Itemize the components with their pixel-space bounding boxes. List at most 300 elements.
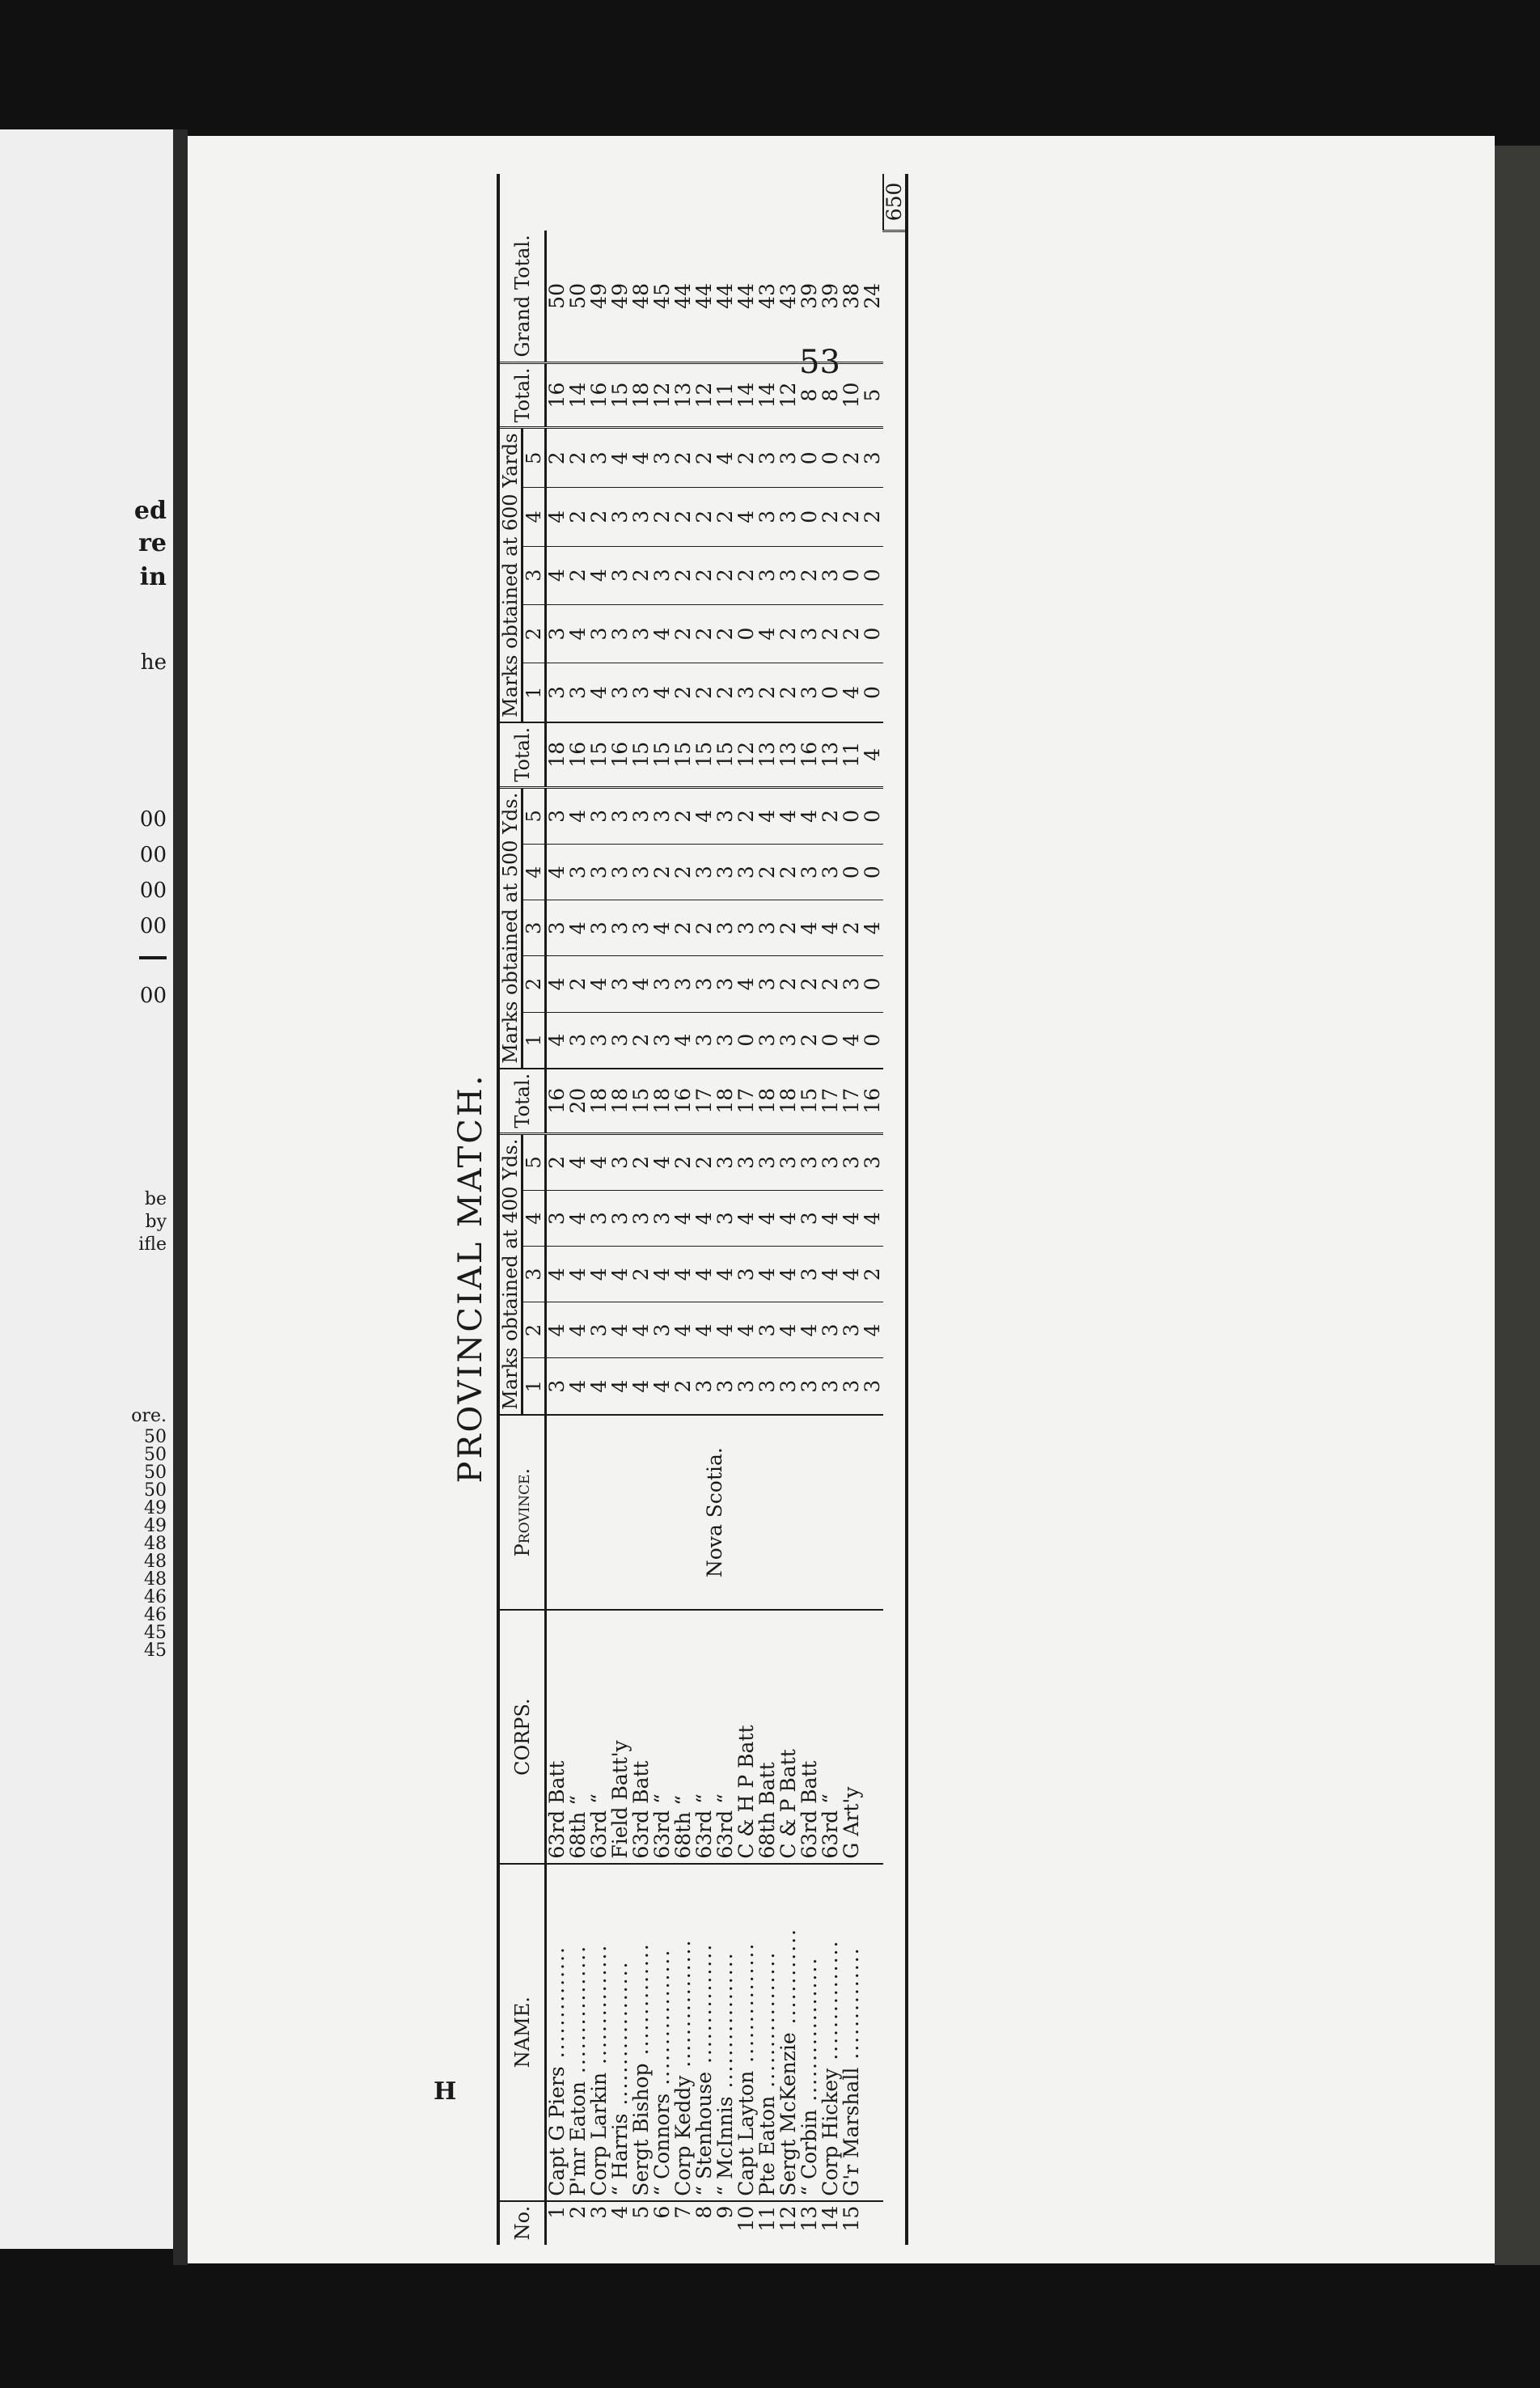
shot-score: 4 [841, 1247, 862, 1302]
range-total: 11 [715, 362, 736, 428]
left-page-amount: 00 [139, 879, 167, 903]
shot-score: 4 [631, 956, 652, 1012]
table-row [799, 174, 820, 2245]
shot-score: 2 [778, 663, 799, 722]
shot-score: 2 [799, 546, 820, 604]
competitor-name-text: Corp Larkin [587, 2072, 611, 2196]
shot-score: 3 [841, 1302, 862, 1358]
row-number: 15 [840, 2205, 863, 2232]
competitor-name [694, 1864, 715, 2201]
shot-score: 3 [715, 1133, 736, 1190]
range-total: 17 [841, 1069, 862, 1133]
competitor-name-text: “ Harris [608, 2113, 632, 2196]
header-province: Province. [500, 1415, 546, 1611]
shot-score: 2 [694, 604, 715, 663]
grand-total: 45 [652, 231, 673, 362]
shot-score: 3 [589, 428, 610, 488]
shot-score: 0 [862, 956, 883, 1012]
grand-total: 49 [589, 231, 610, 362]
shot-score: 3 [820, 1358, 841, 1415]
competitor-name-text: “ Connors [650, 2093, 674, 2196]
competitor-corps: C & P Batt [778, 1611, 799, 1864]
left-page-amount: 00 [139, 807, 167, 832]
shot-score: 0 [841, 845, 862, 900]
left-page-score: 50 [144, 1427, 167, 1447]
shot-score: 3 [799, 845, 820, 900]
left-page-score: 46 [144, 1587, 167, 1607]
header-corps: CORPS. [500, 1611, 546, 1864]
left-page-score: 45 [144, 1623, 167, 1643]
left-page-score: 50 [144, 1463, 167, 1483]
shot-score: 3 [546, 604, 569, 663]
shot-score: 2 [694, 900, 715, 956]
book-edge [1495, 146, 1540, 2265]
shot-score: 2 [631, 546, 652, 604]
shot-score: 2 [546, 428, 569, 488]
shot-score: 2 [673, 845, 694, 900]
shot-score: 4 [546, 1302, 569, 1358]
row-number: 10 [734, 2205, 758, 2232]
shot-score: 3 [568, 663, 589, 722]
competitor-name-text: Sergt Bishop [629, 2063, 653, 2196]
shot-score: 4 [546, 1012, 569, 1069]
left-page-score: 48 [144, 1534, 167, 1554]
shot-score: 3 [757, 1302, 778, 1358]
shot-score: 3 [736, 845, 757, 900]
shot-score: 3 [631, 663, 652, 722]
sum-row [883, 174, 905, 2245]
range-total: 15 [673, 722, 694, 787]
competitor-name [715, 1864, 736, 2201]
shot-score: 3 [799, 663, 820, 722]
shot-score: 4 [589, 956, 610, 1012]
table-title: PROVINCIAL MATCH. [452, 1073, 489, 1484]
grand-total: 39 [820, 231, 841, 362]
shot-score: 2 [673, 663, 694, 722]
shot-score: 4 [736, 1191, 757, 1247]
leader-dots: ............... [692, 1942, 716, 2072]
shot-score: 2 [694, 1133, 715, 1190]
leader-dots: ................. [755, 1950, 779, 2096]
shot-score: 3 [799, 1133, 820, 1190]
range-total: 8 [799, 362, 820, 428]
competitor-name [589, 1864, 610, 2201]
grand-total: 44 [736, 231, 757, 362]
shot-score: 2 [715, 604, 736, 663]
shot-score: 4 [694, 1302, 715, 1358]
competitor-name-text: G'r Marshall [840, 2067, 863, 2196]
left-page-score: 45 [144, 1641, 167, 1661]
shot-score: 4 [673, 1012, 694, 1069]
competitor-name-text: P'mr Eaton [566, 2081, 590, 2196]
range-total: 12 [736, 722, 757, 787]
shot-score: 3 [568, 845, 589, 900]
left-page-score: 48 [144, 1552, 167, 1572]
range-total: 13 [820, 722, 841, 787]
shot-score: 4 [568, 1247, 589, 1302]
row-number: 3 [587, 2205, 611, 2219]
shot-score: 3 [610, 787, 631, 844]
shot-score: 4 [631, 1302, 652, 1358]
shot-score: 2 [841, 900, 862, 956]
competitor-name [778, 1864, 799, 2201]
left-page-score: 48 [144, 1569, 167, 1590]
shot-score: 2 [568, 956, 589, 1012]
shot-score: 2 [715, 488, 736, 546]
range-total: 8 [820, 362, 841, 428]
leader-dots: .............. [629, 1942, 653, 2064]
leader-dots: ............... [734, 1941, 758, 2071]
shot-score: 4 [694, 787, 715, 844]
left-page-fragment: ed [133, 497, 167, 525]
range-total: 15 [694, 722, 715, 787]
shot-score: 3 [652, 1012, 673, 1069]
shot-score: 4 [820, 1191, 841, 1247]
header-range-500: Marks obtained at 500 Yds. [500, 787, 522, 1069]
shot-score: 4 [546, 1247, 569, 1302]
shot-score: 2 [694, 546, 715, 604]
range-total: 4 [862, 722, 883, 787]
left-page-score: 49 [144, 1516, 167, 1536]
shot-score: 3 [757, 488, 778, 546]
competitor-name [568, 1864, 589, 2201]
shot-number-header: 5 [522, 428, 546, 488]
range-total: 17 [694, 1069, 715, 1133]
shot-score: 0 [841, 546, 862, 604]
shot-score: 4 [673, 1191, 694, 1247]
shot-score: 0 [862, 546, 883, 604]
range-total: 13 [778, 722, 799, 787]
shot-score: 3 [589, 1191, 610, 1247]
shot-score: 3 [757, 900, 778, 956]
left-page-fragment: in [139, 563, 167, 591]
header-total-500: Total. [500, 722, 546, 787]
competitor-corps: 63rd “ [715, 1611, 736, 1864]
shot-score: 2 [673, 787, 694, 844]
range-total: 18 [757, 1069, 778, 1133]
shot-score: 4 [862, 1191, 883, 1247]
shot-score: 4 [757, 604, 778, 663]
shot-score: 3 [610, 546, 631, 604]
shot-score: 0 [862, 663, 883, 722]
shot-score: 2 [778, 845, 799, 900]
shot-score: 4 [589, 1133, 610, 1190]
shot-score: 4 [862, 1302, 883, 1358]
shot-score: 4 [610, 1247, 631, 1302]
shot-score: 2 [631, 1247, 652, 1302]
shot-score: 3 [673, 956, 694, 1012]
left-page-amount: 00 [139, 843, 167, 867]
left-page-fragment: he [140, 650, 167, 675]
competitor-name [736, 1864, 757, 2201]
header-name: NAME. [500, 1864, 546, 2201]
row-number: 12 [776, 2205, 800, 2232]
shot-score: 0 [862, 1012, 883, 1069]
shot-score: 0 [820, 428, 841, 488]
competitor-corps: 63rd “ [589, 1611, 610, 1864]
shot-score: 4 [862, 900, 883, 956]
shot-score: 3 [610, 1191, 631, 1247]
shot-score: 2 [799, 956, 820, 1012]
table-row [757, 174, 778, 2245]
grand-total: 39 [799, 231, 820, 362]
shot-score: 3 [652, 956, 673, 1012]
shot-score: 4 [568, 787, 589, 844]
grand-total: 44 [715, 231, 736, 362]
shot-score: 3 [799, 1247, 820, 1302]
leader-dots: .............. [840, 1946, 863, 2068]
shot-score: 4 [715, 1247, 736, 1302]
shot-score: 4 [568, 1133, 589, 1190]
shot-score: 2 [631, 1133, 652, 1190]
left-page-note: by [145, 1212, 167, 1232]
shot-score: 2 [820, 956, 841, 1012]
shot-score: 4 [589, 1358, 610, 1415]
left-page-score: 46 [144, 1605, 167, 1625]
shot-score: 0 [862, 845, 883, 900]
competitor-corps: G Art'y [841, 1611, 862, 1864]
competitor-corps: 68th Batt [757, 1611, 778, 1864]
shot-score: 3 [778, 1133, 799, 1190]
signature-mark: H [434, 2077, 457, 2106]
shot-score: 3 [546, 1358, 569, 1415]
shot-score: 4 [652, 900, 673, 956]
left-page-note: ifle [138, 1234, 167, 1255]
header-range-600: Marks obtained at 600 Yards [500, 428, 522, 722]
row-number: 7 [671, 2205, 695, 2219]
row-number: 2 [566, 2205, 590, 2219]
shot-score: 3 [757, 1358, 778, 1415]
shot-score: 3 [631, 787, 652, 844]
shot-score: 3 [652, 546, 673, 604]
shot-number-header: 2 [522, 1302, 546, 1358]
range-total: 5 [862, 362, 883, 428]
table-row [589, 174, 610, 2245]
shot-score: 2 [862, 488, 883, 546]
shot-score: 3 [652, 428, 673, 488]
range-total: 15 [631, 722, 652, 787]
shot-score: 2 [799, 1012, 820, 1069]
shot-number-header: 4 [522, 1191, 546, 1247]
table-row [820, 174, 841, 2245]
table-row [546, 174, 569, 2245]
shot-score: 2 [736, 787, 757, 844]
shot-score: 3 [610, 488, 631, 546]
shot-score: 3 [610, 845, 631, 900]
header-grand-total: Grand Total. [500, 231, 546, 362]
shot-score: 3 [652, 1191, 673, 1247]
shot-number-header: 5 [522, 787, 546, 844]
shot-score: 2 [841, 428, 862, 488]
shot-score: 4 [736, 488, 757, 546]
leader-dots: ................ [566, 1944, 590, 2082]
range-total: 17 [736, 1069, 757, 1133]
shot-score: 4 [778, 787, 799, 844]
left-page-fragment: re [138, 529, 167, 557]
row-number: 13 [798, 2205, 821, 2232]
competitor-name-text: “ Stenhouse [692, 2072, 716, 2196]
shot-score: 0 [736, 604, 757, 663]
shot-score: 4 [546, 488, 569, 546]
competitor-name [862, 1864, 883, 2201]
shot-score: 3 [736, 1133, 757, 1190]
shot-number-header: 4 [522, 488, 546, 546]
leader-dots: .............. [545, 1946, 569, 2067]
shot-score: 2 [589, 488, 610, 546]
shot-score: 4 [715, 428, 736, 488]
grand-total: 24 [862, 231, 883, 362]
shot-score: 2 [652, 845, 673, 900]
leader-dots: ................. [713, 1951, 737, 2097]
competitor-corps: C & H P Batt [736, 1611, 757, 1864]
leader-dots: .................. [798, 1956, 821, 2110]
table-row [841, 174, 862, 2245]
shot-score: 4 [652, 663, 673, 722]
shot-score: 3 [546, 787, 569, 844]
shot-score: 4 [820, 1247, 841, 1302]
grand-total-sum: 650 [883, 174, 905, 231]
left-page-amount: 00 [139, 914, 167, 938]
left-page-score: 50 [144, 1480, 167, 1501]
grand-total: 43 [778, 231, 799, 362]
competitor-name-text: Corp Hickey [819, 2068, 842, 2196]
header-total-600: Total. [500, 362, 546, 428]
shot-score: 3 [757, 1133, 778, 1190]
leader-dots: .................. [608, 1960, 632, 2114]
shot-score: 3 [715, 1358, 736, 1415]
shot-score: 2 [631, 1012, 652, 1069]
shot-score: 4 [631, 1358, 652, 1415]
shot-number-header: 5 [522, 1133, 546, 1190]
grand-total: 50 [568, 231, 589, 362]
shot-score: 3 [736, 900, 757, 956]
competitor-name [757, 1864, 778, 2201]
shot-score: 3 [694, 1012, 715, 1069]
shot-number-header: 3 [522, 900, 546, 956]
range-total: 13 [673, 362, 694, 428]
shot-score: 4 [757, 787, 778, 844]
shot-score: 3 [820, 845, 841, 900]
row-number [862, 2201, 883, 2245]
shot-score: 3 [589, 845, 610, 900]
shot-score: 4 [694, 1247, 715, 1302]
shot-score: 3 [610, 1012, 631, 1069]
shot-score: 4 [715, 1302, 736, 1358]
shot-score: 3 [841, 1133, 862, 1190]
shot-score: 3 [631, 900, 652, 956]
shot-score: 3 [778, 428, 799, 488]
competitor-corps: 68th “ [673, 1611, 694, 1864]
shot-score: 3 [715, 845, 736, 900]
shot-score: 4 [546, 845, 569, 900]
shot-number-header: 3 [522, 1247, 546, 1302]
shot-score: 4 [673, 1247, 694, 1302]
shot-score: 2 [715, 663, 736, 722]
shot-score: 4 [799, 900, 820, 956]
grand-total: 38 [841, 231, 862, 362]
shot-score: 4 [568, 604, 589, 663]
shot-score: 4 [589, 546, 610, 604]
left-page-amount-total: 00 [139, 984, 167, 1008]
table-row [631, 174, 652, 2245]
shot-score: 4 [778, 1191, 799, 1247]
competitor-name [652, 1864, 673, 2201]
shot-score: 2 [568, 546, 589, 604]
shot-score: 4 [841, 663, 862, 722]
shot-score: 0 [820, 663, 841, 722]
range-total: 16 [799, 722, 820, 787]
grand-total: 49 [610, 231, 631, 362]
shot-score: 3 [631, 604, 652, 663]
shot-score: 2 [778, 956, 799, 1012]
shot-score: 3 [736, 1247, 757, 1302]
shot-score: 4 [652, 1133, 673, 1190]
shot-score: 3 [694, 1358, 715, 1415]
shot-score: 3 [841, 1358, 862, 1415]
leader-dots: ............... [819, 1939, 842, 2068]
row-number: 1 [545, 2205, 569, 2219]
shot-score: 3 [631, 845, 652, 900]
shot-score: 2 [862, 1247, 883, 1302]
shot-score: 3 [757, 546, 778, 604]
shot-score: 2 [546, 1133, 569, 1190]
shot-score: 3 [778, 1358, 799, 1415]
table-row [568, 174, 589, 2245]
shot-score: 3 [820, 1133, 841, 1190]
shot-score: 4 [799, 787, 820, 844]
shot-score: 3 [652, 787, 673, 844]
range-total: 11 [841, 722, 862, 787]
competitor-name-text: Corp Keddy [671, 2075, 695, 2196]
competitor-name-text: Capt Layton [734, 2070, 758, 2196]
shot-score: 3 [546, 900, 569, 956]
shot-score: 4 [631, 428, 652, 488]
range-total: 15 [610, 362, 631, 428]
shot-number-header: 2 [522, 604, 546, 663]
shot-score: 3 [589, 1302, 610, 1358]
range-total: 18 [631, 362, 652, 428]
shot-score: 3 [778, 1012, 799, 1069]
row-number: 11 [755, 2205, 779, 2232]
shot-score: 3 [589, 787, 610, 844]
shot-score: 3 [610, 956, 631, 1012]
shot-score: 3 [862, 1358, 883, 1415]
range-total: 14 [736, 362, 757, 428]
shot-score: 4 [610, 428, 631, 488]
range-total: 16 [568, 722, 589, 787]
row-number: 14 [819, 2205, 842, 2232]
range-total: 16 [862, 1069, 883, 1133]
shot-score: 3 [862, 1133, 883, 1190]
shot-score: 3 [778, 488, 799, 546]
shot-score: 4 [589, 663, 610, 722]
competitor-corps: 63rd Batt [546, 1611, 569, 1864]
competitor-name [820, 1864, 841, 2201]
shot-score: 3 [757, 428, 778, 488]
shot-score: 2 [778, 604, 799, 663]
range-total: 15 [715, 722, 736, 787]
table-header-row [500, 174, 522, 2245]
competitor-name [799, 1864, 820, 2201]
range-total: 16 [673, 1069, 694, 1133]
range-total: 15 [589, 722, 610, 787]
shot-score: 2 [568, 428, 589, 488]
shot-score: 3 [715, 956, 736, 1012]
table-row [862, 174, 883, 2245]
shot-score: 2 [673, 1133, 694, 1190]
competitor-name-text: Pte Eaton [755, 2095, 779, 2196]
competitor-corps: 63rd “ [652, 1611, 673, 1864]
